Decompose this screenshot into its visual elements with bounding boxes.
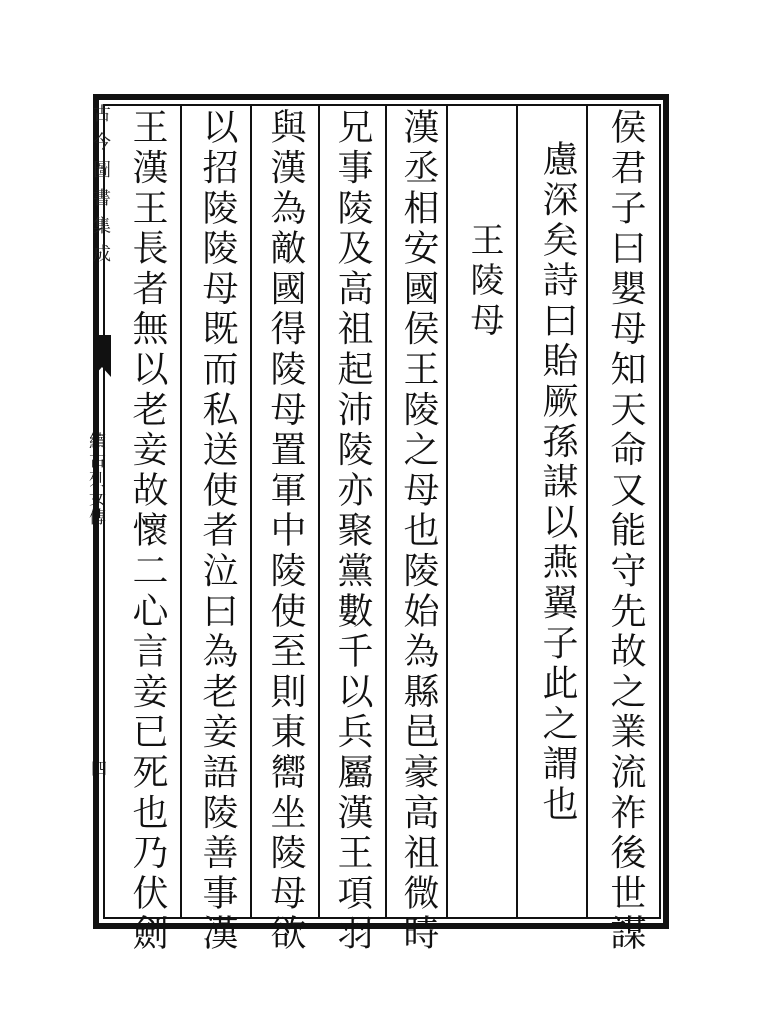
text-column-5: 兄事陵及高祖起沛陵亦聚黨數千以兵屬漢王項羽 <box>332 108 373 955</box>
column-divider <box>180 106 182 918</box>
text-column-6: 與漢為敵國得陵母置軍中陵使至則東嚮坐陵母欲 <box>265 108 306 955</box>
column-divider <box>516 106 518 918</box>
margin-title: 古今圖書集成 <box>90 104 111 272</box>
text-column-2: 慮深矣詩曰貽厥孫謀以燕翼子此之謂也 <box>537 140 578 826</box>
column-divider <box>385 106 387 918</box>
column-divider <box>250 106 252 918</box>
column-divider <box>318 106 320 918</box>
section-heading: 王陵母 <box>464 222 504 342</box>
text-column-8: 王漢王長者無以老妾故懷二心言妾已死也乃伏劍 <box>127 108 168 955</box>
text-column-4: 漢丞相安國侯王陵之母也陵始為縣邑豪高祖微時 <box>398 108 439 955</box>
folio-number: 四 <box>90 759 107 778</box>
side-note: 續古列女傳 <box>85 432 105 527</box>
fish-tail-mark <box>93 335 111 367</box>
column-divider <box>446 106 448 918</box>
text-column-1: 侯君子曰嬰母知天命又能守先故之業流祚後世謀 <box>605 108 646 955</box>
text-column-7: 以招陵陵母既而私送使者泣曰為老妾語陵善事漢 <box>197 108 238 955</box>
column-divider <box>586 106 588 918</box>
